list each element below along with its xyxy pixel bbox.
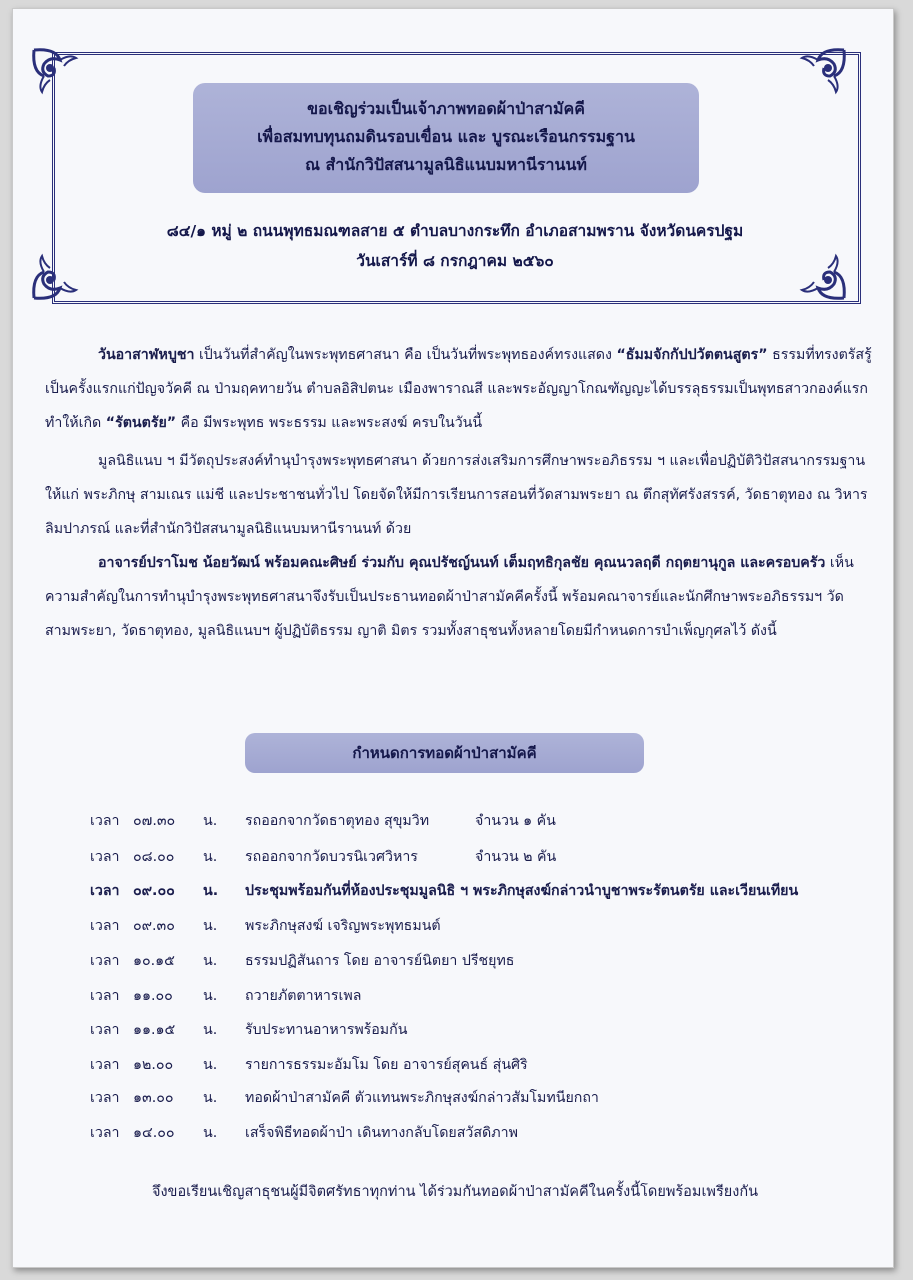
schedule-time-unit: น.	[203, 953, 218, 969]
paragraph-bold: “ธัมมจักกัปปวัตตนสูตร”	[616, 347, 768, 363]
schedule-time-word: เวลา	[90, 1057, 120, 1073]
schedule-description: เสร็จพิธีทอดผ้าป่า เดินทางกลับโดยสวัสดิภาพ	[245, 1125, 518, 1141]
schedule-time-unit: น.	[203, 849, 218, 865]
schedule-time-word: เวลา	[90, 849, 120, 865]
schedule-row	[90, 910, 880, 942]
closing-text: จึงขอเรียนเชิญสาธุชนผู้มีจิตศรัทธาทุกท่าน ได้ร่วมกันทอดผ้าป่าสามัคคีในครั้งนี้โดยพร้อมเพรียงกัน	[151, 1184, 759, 1200]
schedule-time: ๑๑.๐๐	[133, 988, 173, 1004]
paragraph-bold: “รัตนตรัย”	[105, 415, 177, 431]
schedule-time: ๐๘.๐๐	[133, 849, 175, 865]
schedule-description: รถออกจากวัดบวรนิเวศวิหาร	[245, 849, 418, 865]
corner-ornament-icon	[796, 46, 848, 98]
schedule-time-word: เวลา	[90, 883, 120, 899]
schedule-time-word: เวลา	[90, 988, 120, 1004]
schedule-description: ธรรมปฏิสันถาร โดย อาจารย์นิตยา ปรีชยุทธ	[245, 953, 515, 969]
intro-paragraph	[45, 338, 875, 440]
schedule-time: ๑๑.๑๕	[133, 1022, 176, 1038]
paragraph-bold: อาจารย์ปราโมช น้อยวัฒน์ พร้อมคณะศิษย์ ร่วมกับ คุณปรัชญ์นนท์ เต็มฤทธิกุลชัย คุณนวลฤดี กฤตยานุกูล และครอบครัว	[98, 555, 826, 571]
schedule-row	[90, 945, 880, 977]
title-box	[193, 83, 699, 193]
schedule-time-word: เวลา	[90, 813, 120, 829]
schedule-time-word: เวลา	[90, 1090, 120, 1106]
schedule-row	[90, 1117, 880, 1149]
title-line-1: ขอเชิญร่วมเป็นเจ้าภาพทอดผ้าป่าสามัคคี	[307, 99, 585, 118]
paragraph-text: เห็นความสำคัญในการทำนุบำรุงพระพุทธศาสนาจึงรับเป็นประธานทอดผ้าป่าสามัคคีครั้งนี้ พร้อมคณาจารย์และนักศึกษาพระอภิธรรมฯ วัดสามพระยา, วัดธาตุทอง, มูลนิธิแนบฯ ผู้ปฏิบัติธรรม ญาติ มิตร รวมทั้งสาธุชนทั้งหลายโดยมีกำหนดการบำเพ็ญกุศลไว้ ดังนี้	[45, 555, 854, 639]
schedule-time-unit: น.	[203, 1125, 218, 1141]
schedule-time: ๐๙.๐๐	[133, 883, 175, 899]
schedule-heading: กำหนดการทอดผ้าป่าสามัคคี	[245, 733, 644, 773]
schedule-time-word: เวลา	[90, 1125, 120, 1141]
schedule-time-unit: น.	[203, 813, 218, 829]
schedule-time: ๐๙.๓๐	[133, 918, 175, 934]
paragraph-text: คือ มีพระพุทธ พระธรรม และพระสงฆ์ ครบในวันนี้	[176, 415, 483, 431]
host-paragraph	[45, 546, 875, 648]
schedule-description: รายการธรรมะอัมโม โดย อาจารย์สุคนธ์ สุ่นศิริ	[245, 1057, 528, 1073]
schedule-row	[90, 841, 880, 873]
schedule-time: ๑๐.๑๕	[133, 953, 175, 969]
schedule-time: ๑๓.๐๐	[133, 1090, 174, 1106]
title-line-2: เพื่อสมทบทุนถมดินรอบเขื่อน และ บูรณะเรือนกรรมฐาน	[257, 127, 635, 146]
schedule-time-unit: น.	[203, 1090, 218, 1106]
schedule-time-word: เวลา	[90, 1022, 120, 1038]
corner-ornament-icon	[30, 46, 82, 98]
schedule-time-word: เวลา	[90, 918, 120, 934]
schedule-row	[90, 980, 880, 1012]
schedule-time: ๐๗.๓๐	[133, 813, 176, 829]
schedule-description: ประชุมพร้อมกันที่ห้องประชุมมูลนิธิ ฯ พระภิกษุสงฆ์กล่าวนำบูชาพระรัตนตรัย และเวียนเทียน	[245, 883, 799, 899]
paragraph-text: ธรรมที่ทรงตรัสรู้เป็นครั้งแรกแก่ปัญจวัคคี ณ ป่ามฤคทายวัน ตำบลอิสิปตนะ เมืองพาราณสี และพระอัญญาโกณฑัญญะได้บรรลุธรรมเป็นพุทธสาวกองค์แรก ทำให้เกิด	[45, 347, 872, 431]
foundation-paragraph	[45, 444, 875, 546]
schedule-description: ถวายภัตตาหารเพล	[245, 988, 362, 1004]
paragraph-text: เป็นวันที่สำคัญในพระพุทธศาสนา คือ เป็นวันที่พระพุทธองค์ทรงแสดง	[194, 347, 617, 363]
schedule-time: ๑๒.๐๐	[133, 1057, 174, 1073]
title-line-3: ณ สำนักวิปัสสนามูลนิธิแนบมหานีรานนท์	[305, 155, 587, 174]
schedule-time-unit: น.	[203, 988, 218, 1004]
schedule-row	[90, 875, 880, 907]
schedule-description: รับประทานอาหารพร้อมกัน	[245, 1022, 408, 1038]
schedule-description: พระภิกษุสงฆ์ เจริญพระพุทธมนต์	[245, 918, 441, 934]
schedule-time-unit: น.	[203, 1057, 218, 1073]
schedule-quantity: จำนวน ๑ คัน	[475, 813, 556, 829]
schedule-row	[90, 1082, 880, 1114]
schedule-time-unit: น.	[203, 918, 218, 934]
schedule-description: ทอดผ้าป่าสามัคคี ตัวแทนพระภิกษุสงฆ์กล่าวสัมโมทนียกถา	[245, 1090, 599, 1106]
schedule-row	[90, 1049, 880, 1081]
schedule-row	[90, 1014, 880, 1046]
schedule-time-unit: น.	[203, 1022, 218, 1038]
address: ๘๔/๑ หมู่ ๒ ถนนพุทธมณฑลสาย ๕ ตำบลบางกระทึก อำเภอสามพราน จังหวัดนครปฐม	[166, 222, 744, 240]
schedule-row	[90, 805, 880, 837]
paragraph-text: มูลนิธิแนบ ฯ มีวัตถุประสงค์ทำนุบำรุงพระพุทธศาสนา ด้วยการส่งเสริมการศึกษาพระอภิธรรม ฯ และเพื่อปฏิบัติวิปัสสนากรรมฐานให้แก่ พระภิกษุ สามเณร แม่ชี และประชาชนทั่วไป โดยจัดให้มีการเรียนการสอนที่วัดสามพระยา ณ ตึกสุทัศรังสรรค์, วัดธาตุทอง ณ วิหารลิมปาภรณ์ และที่สำนักวิปัสสนามูลนิธิแนบมหานีรานนท์ ด้วย	[45, 453, 868, 537]
schedule-time-word: เวลา	[90, 953, 120, 969]
paragraph-bold: วันอาสาฬหบูชา	[98, 347, 195, 363]
event-date: วันเสาร์ที่ ๘ กรกฎาคม ๒๕๖๐	[356, 252, 554, 270]
schedule-time: ๑๔.๐๐	[133, 1125, 175, 1141]
schedule-description: รถออกจากวัดธาตุทอง สุขุมวิท	[245, 813, 430, 829]
schedule-quantity: จำนวน ๒ คัน	[475, 849, 557, 865]
schedule-time-unit: น.	[203, 883, 219, 899]
